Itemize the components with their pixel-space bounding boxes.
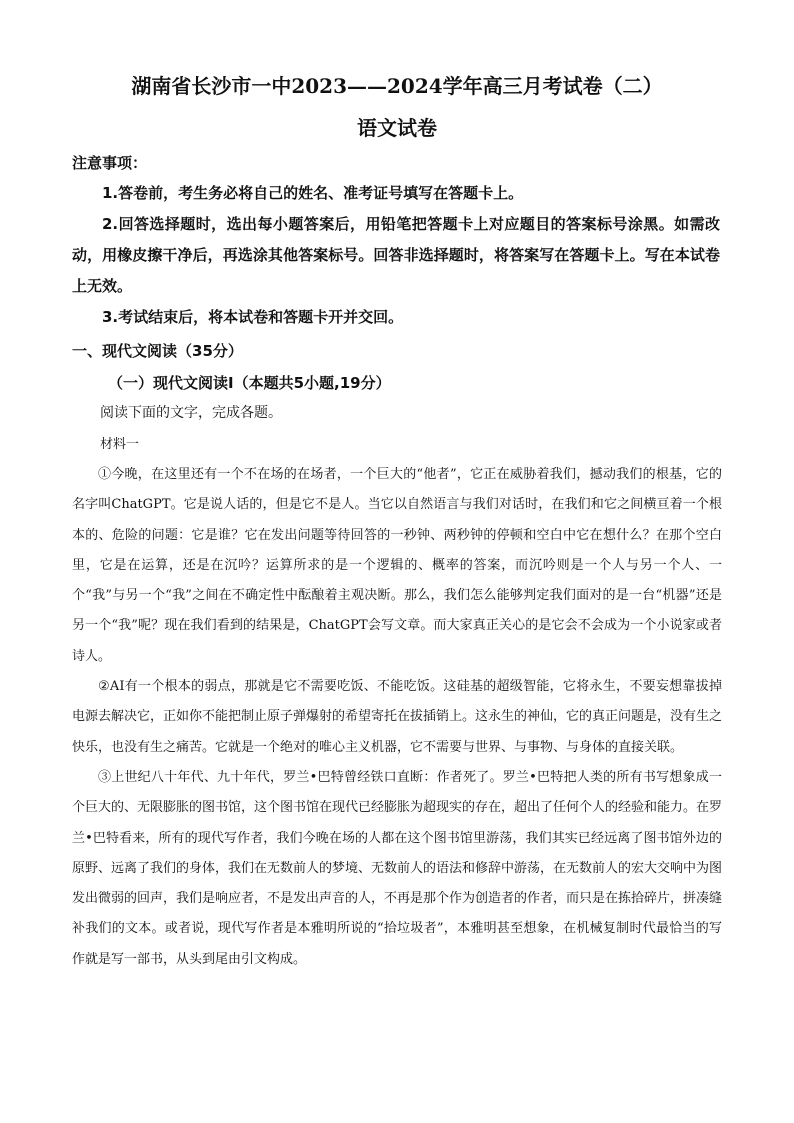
subsection-heading: （一）现代文阅读Ⅰ（本题共5小题,19分） bbox=[108, 374, 391, 392]
passage-paragraph: ③上世纪八十年代、九十年代，罗兰•巴特曾经铁口直断：作者死了。罗兰•巴特把人类的所有书写想象成一个巨大的、无限膨胀的图书馆，这个图书馆在现代已经膨胀为超现实的存在，超出了任何个人的经验和能力。在罗兰•巴特看来，所有的现代写作者，我们今晚在场的人都在这个图书馆里游荡，我们其实已经远离了图书馆外边的原野、远离了我们的身体，我们在无数前人的梦境、无数前人的语法和修辞中游荡，在无数前人的宏大交响中为图发出微弱的回声，我们是响应者，不是发出声音的人，不再是那个作为创造者的作者，而只是在拣拾碎片，拼凑缝补我们的文本。或者说，现代写作者是本雅明所说的“拾垃圾者”，本雅明甚至想象，在机械复制时代最恰当的写作就是写一部书，从头到尾由引文构成。 bbox=[72, 769, 723, 967]
exam-subtitle: 语文试卷 bbox=[357, 116, 437, 140]
notice-item: 3.考试结束后，将本试卷和答题卡开并交回。 bbox=[102, 308, 404, 326]
material-label: 材料一 bbox=[100, 437, 140, 452]
notice-item: 1.答卷前，考生务必将自己的姓名、准考证号填写在答题卡上。 bbox=[102, 184, 524, 202]
exam-title: 湖南省长沙市一中2023——2024学年高三月考试卷（二） bbox=[131, 74, 663, 98]
section-heading: 一、现代文阅读（35分） bbox=[72, 342, 243, 360]
notice-list bbox=[72, 178, 720, 333]
notice-heading: 注意事项： bbox=[72, 154, 148, 172]
reading-instruction: 阅读下面的文字，完成各题。 bbox=[100, 405, 282, 421]
passage-paragraph: ②AI有一个根本的弱点，那就是它不需要吃饭、不能吃饭。这硅基的超级智能，它将永生，不要妄想靠拔掉电源去解决它，正如你不能把制止原子弹爆射的希望寄托在拔插销上。这永生的神仙，它的真正问题是，没有生之快乐，也没有生之痛苦。它就是一个绝对的唯心主义机器，它不需要与世界、与事物、与身体的直接关联。 bbox=[72, 679, 723, 755]
passage-paragraph: ①今晚，在这里还有一个不在场的在场者，一个巨大的“他者”，它正在威胁着我们，撼动我们的根基，它的名字叫ChatGPT。它是说人话的，但是它不是人。当它以自然语言与我们对话时，在我们和它之间横亘着一个根本的、危险的问题：它是谁？它在发出问题等待回答的一秒钟、两秒钟的停顿和空白中它在想什么？在那个空白里，它是在运算，还是在沉吟？运算所求的是一个逻辑的、概率的答案，而沉吟则是一个人与另一个人、一个“我”与另一个“我”之间在不确定性中酝酿着主观决断。那么，我们怎么能够判定我们面对的是一台“机器”还是另一个“我”呢？现在我们看到的结果是，ChatGPT会写文章。而大家真正关心的是它会不会成为一个小说家或者诗人。 bbox=[72, 467, 722, 664]
notice-item: 2.回答选择题时，选出每小题答案后，用铅笔把答题卡上对应题目的答案标号涂黑。如需改动，用橡皮擦干净后，再选涂其他答案标号。回答非选择题时，将答案写在答题卡上。写在本试卷上无效。 bbox=[72, 215, 720, 295]
reading-passage bbox=[72, 460, 722, 975]
